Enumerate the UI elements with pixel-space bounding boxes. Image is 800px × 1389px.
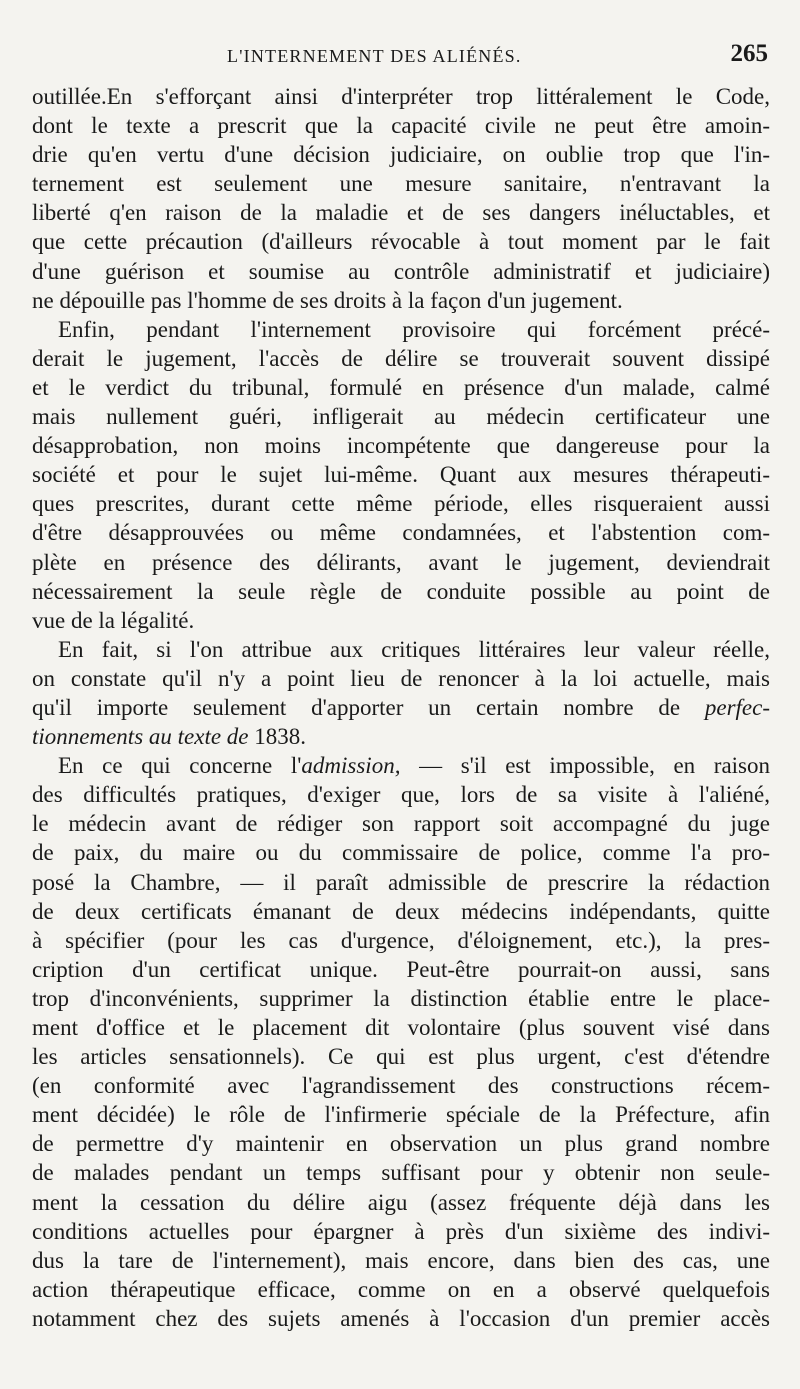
running-head: L'INTERNEMENT DES ALIÉNÉS. [227,46,522,66]
text-line: outillée.En s'efforçant ainsi d'interpréter trop littéralement le Code, [32,84,770,109]
text-line: dus la tare de l'internement), mais encore, dans bien des cas, une [32,1247,770,1273]
text-line: ne dépouille pas l'homme de ses droits à la façon d'un jugement. [32,287,623,313]
text-line: société et pour le sujet lui-même. Quant aux mesures thérapeuti- [32,462,770,488]
line-text: qu'il importe seulement d'apporter un certain nombre de [32,694,705,720]
text-line [32,722,770,751]
text-line: nécessairement la seule règle de conduite possible au point de [32,578,770,604]
text-line: d'être désapprouvées ou même condamnées, et l'abstention com- [32,520,770,546]
text-line: conditions actuelles pour épargner à près d'un sixième des indivi- [32,1218,770,1244]
text-line: d'une guérison et soumise au contrôle administratif et judiciaire) [32,258,770,284]
text-line: les articles sensationnels). Ce qui est plus urgent, c'est d'étendre [32,1044,770,1070]
text-line: et le verdict du tribunal, formulé en présence d'un malade, calmé [32,374,770,400]
text-line: de malades pendant un temps suffisant pour y obtenir non seule- [32,1160,770,1186]
text-line: Enfin, pendant l'internement provisoire qui forcément précé- [58,316,770,342]
text-line: action thérapeutique efficace, comme on en a observé quelquefois [32,1276,770,1302]
text-line: trop d'inconvénients, supprimer la distinction établie entre le place- [32,985,770,1011]
text-line: à spécifier (pour les cas d'urgence, d'éloignement, etc.), la pres- [32,927,770,953]
italic-text: perfec- [704,694,770,720]
italic-text: tionnements au texte de [32,724,249,750]
line-text: — s'il est impossible, en raison [400,753,770,779]
text-line: des difficultés pratiques, d'exiger que, lors de sa visite à l'aliéné, [32,782,770,808]
text-line [32,751,770,780]
line-text: En ce qui concerne l' [58,753,302,779]
text-line: ment la cessation du délire aigu (assez fréquente déjà dans les [32,1189,770,1215]
text-line: de permettre d'y maintenir en observation un plus grand nombre [32,1131,770,1157]
text-line: cription d'un certificat unique. Peut-être pourrait-on aussi, sans [32,956,770,982]
text-line: dont le texte a prescrit que la capacité civile ne peut être amoin- [32,113,770,139]
body-text [32,82,770,1333]
text-line [32,693,770,722]
text-line: plète en présence des délirants, avant le jugement, deviendrait [32,549,770,575]
text-line: ques prescrites, durant cette même période, elles risqueraient aussi [32,491,770,517]
text-line: liberté q'en raison de la maladie et de ses dangers inéluctables, et [32,200,770,226]
text-line: de paix, du maire ou du commissaire de police, comme l'a pro- [32,840,770,866]
text-line: ment d'office et le placement dit volontaire (plus souvent visé dans [32,1015,770,1040]
line-text: 1838. [248,724,307,750]
page-header [32,40,770,76]
text-line: derait le jugement, l'accès de délire se trouverait souvent dissipé [32,345,770,371]
text-line: ternement est seulement une mesure sanitaire, n'entravant la [32,171,770,197]
text-line: désapprobation, non moins incompétente que dangereuse pour la [32,433,770,459]
text-line: posé la Chambre, — il paraît admissible de prescrire la rédaction [32,869,770,895]
text-line: vue de la légalité. [32,607,195,633]
italic-text: admission, [301,753,401,779]
page-number: 265 [730,40,768,67]
text-line: En fait, si l'on attribue aux critiques littéraires leur valeur réelle, [58,636,770,662]
text-line: le médecin avant de rédiger son rapport soit accompagné du juge [32,811,770,837]
text-line: ment décidée) le rôle de l'infirmerie spéciale de la Préfecture, afin [32,1102,770,1128]
text-line: on constate qu'il n'y a point lieu de renoncer à la loi actuelle, mais [32,665,770,691]
text-line: de deux certificats émanant de deux médecins indépendants, quitte [32,898,770,924]
text-line: notamment chez des sujets amenés à l'occasion d'un premier accès [32,1305,770,1331]
text-line: mais nullement guéri, infligerait au médecin certificateur une [32,404,770,430]
text-line: drie qu'en vertu d'une décision judiciaire, on oublie trop que l'in- [32,142,770,168]
text-line: (en conformité avec l'agrandissement des constructions récem- [32,1073,770,1099]
text-line: que cette précaution (d'ailleurs révocable à tout moment par le fait [32,229,770,255]
